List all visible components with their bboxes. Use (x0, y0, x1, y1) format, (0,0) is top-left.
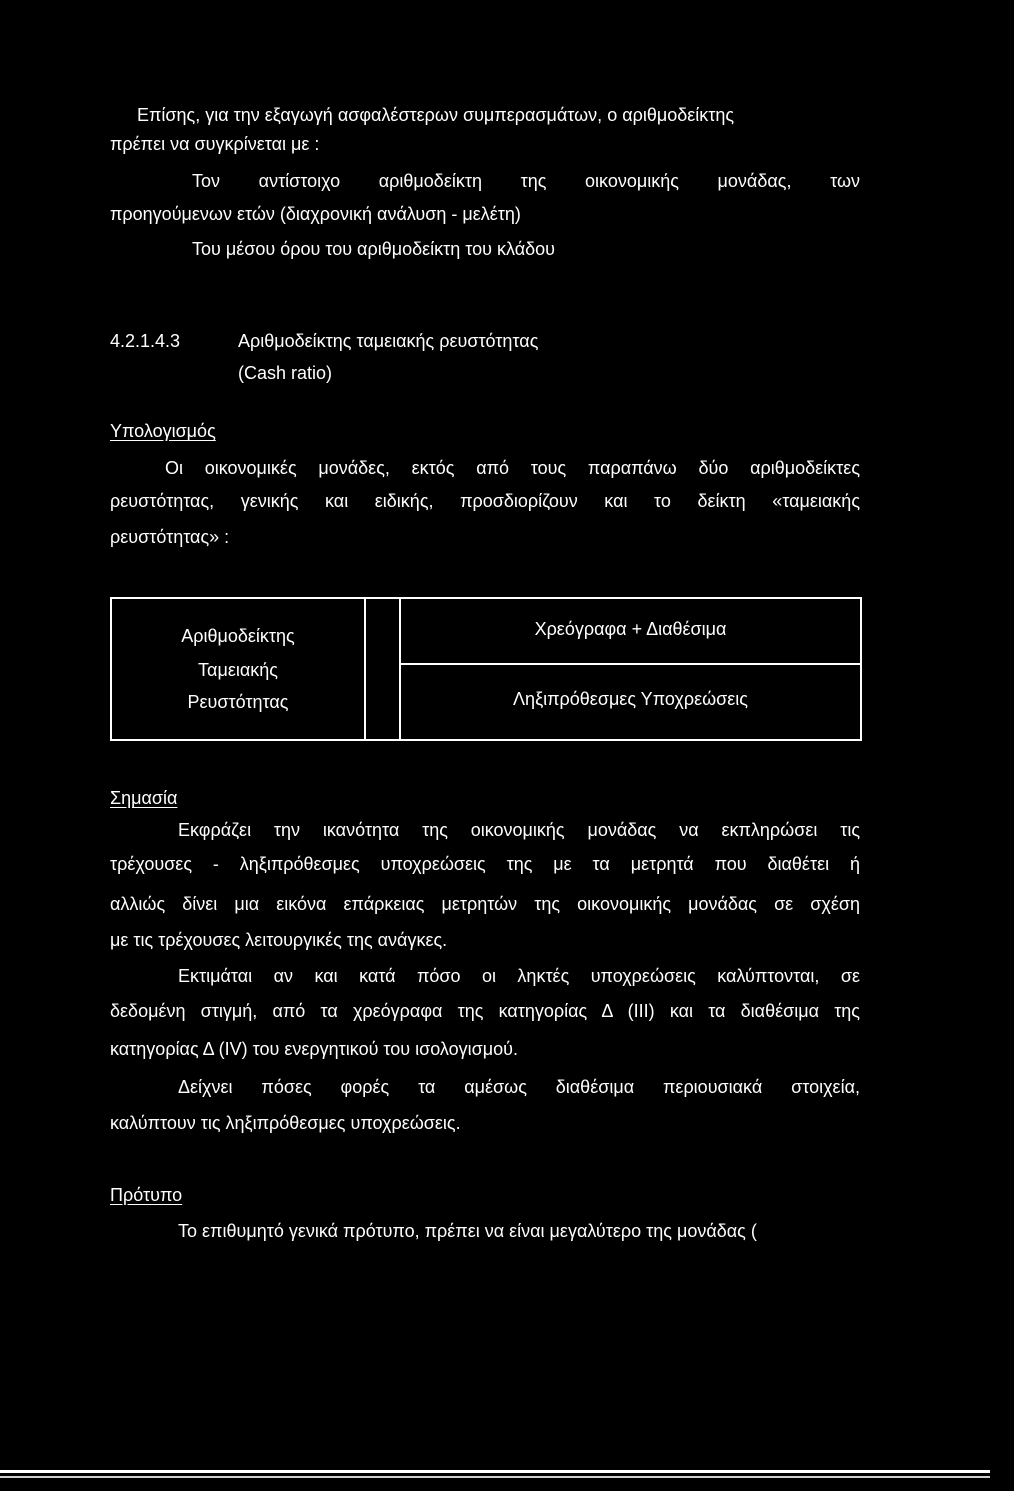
calculation-line-3: ρευστότητας» : (110, 527, 230, 547)
calculation-line-2: ρευστότητας, γενικής και ειδικής, προσδιορίζουν και το δείκτη «ταμειακής (110, 491, 860, 511)
intro-line-4: προηγούμενων ετών (διαχρονική ανάλυση - μελέτη) (110, 204, 521, 224)
formula-denominator: Ληξιπρόθεσμες Υποχρεώσεις (513, 689, 748, 709)
significance-line-1: Εκφράζει την ικανότητα της οικονομικής μονάδας να εκπληρώσει τις (178, 820, 860, 840)
formula-label-line-3: Ρευστότητας (187, 692, 289, 712)
intro-line-5: Του μέσου όρου του αριθμοδείκτη του κλάδου (192, 239, 555, 259)
formula-numerator: Χρεόγραφα + Διαθέσιμα (534, 619, 727, 639)
significance-line-2: τρέχουσες - ληξιπρόθεσμες υποχρεώσεις της με τα μετρητά που διαθέτει ή (110, 854, 860, 874)
formula-divider-left (364, 599, 366, 739)
calculation-heading: Υπολογισμός (110, 421, 216, 441)
standard-line-1: Το επιθυμητό γενικά πρότυπο, πρέπει να είναι μεγαλύτερο της μονάδας ( (178, 1221, 757, 1241)
footer-rule (0, 1470, 990, 1473)
formula-label-line-2: Ταμειακής (198, 660, 278, 680)
significance-heading: Σημασία (110, 788, 178, 808)
footer-rule-secondary (0, 1476, 990, 1478)
intro-line-1: Επίσης, για την εξαγωγή ασφαλέστερων συμπερασμάτων, ο αριθμοδείκτης (137, 105, 735, 125)
standard-heading: Πρότυπο (110, 1185, 183, 1205)
intro-line-2: πρέπει να συγκρίνεται με : (110, 134, 320, 154)
significance-line-3: αλλιώς δίνει μια εικόνα επάρκειας μετρητών της οικονομικής μονάδας σε σχέση (110, 894, 860, 914)
significance-line-8: Δείχνει πόσες φορές τα αμέσως διαθέσιμα περιουσιακά στοιχεία, (178, 1077, 860, 1097)
significance-line-9: καλύπτουν τις ληξιπρόθεσμες υποχρεώσεις. (110, 1113, 461, 1133)
section-title: Αριθμοδείκτης ταμειακής ρευστότητας (238, 331, 539, 351)
section-number: 4.2.1.4.3 (110, 331, 181, 351)
significance-line-7: κατηγορίας Δ (IV) του ενεργητικού του ισολογισμού. (110, 1039, 518, 1059)
significance-line-5: Εκτιμάται αν και κατά πόσο οι ληκτές υποχρεώσεις καλύπτονται, σε (178, 966, 860, 986)
formula-box (110, 597, 862, 741)
significance-line-6: δεδομένη στιγμή, από τα χρεόγραφα της κατηγορίας Δ (III) και τα διαθέσιμα της (110, 1001, 860, 1021)
formula-label-line-1: Αριθμοδείκτης (181, 626, 295, 646)
fraction-bar (401, 663, 860, 665)
intro-line-3: Τον αντίστοιχο αριθμοδείκτη της οικονομικής μονάδας, των (192, 171, 860, 191)
section-subtitle: (Cash ratio) (238, 363, 333, 383)
significance-line-4: με τις τρέχουσες λειτουργικές της ανάγκες. (110, 930, 448, 950)
calculation-line-1: Οι οικονομικές μονάδες, εκτός από τους παραπάνω δύο αριθμοδείκτες (165, 458, 860, 478)
